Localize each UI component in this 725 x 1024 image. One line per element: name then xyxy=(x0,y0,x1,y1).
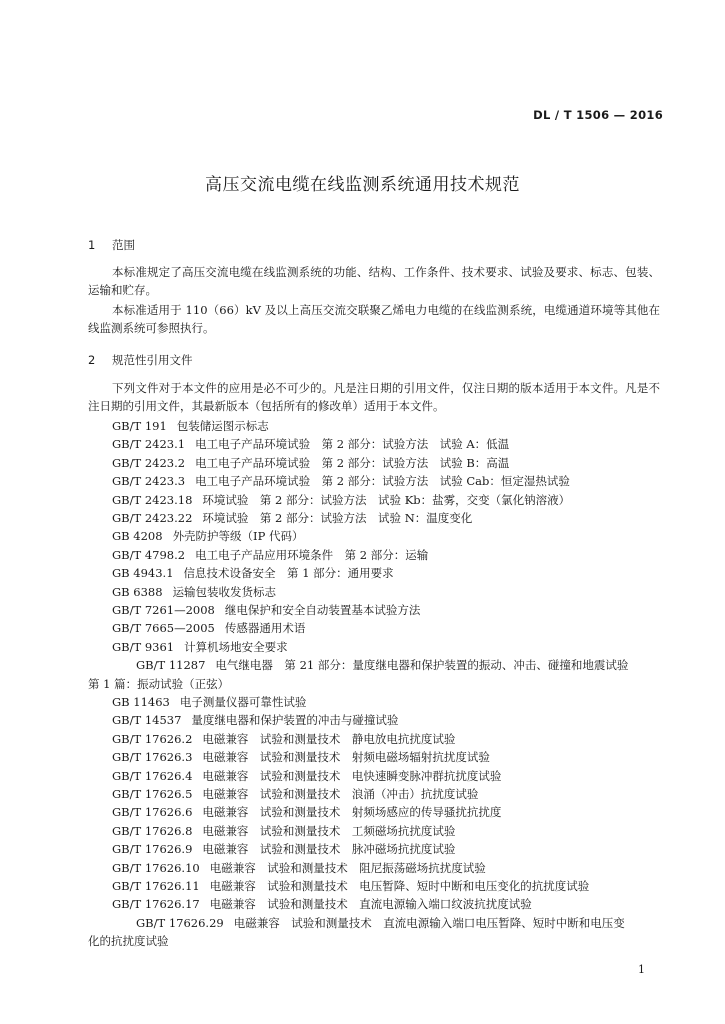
reference-title: 电磁兼容 试验和测量技术 脉冲磁场抗扰度试验 xyxy=(202,842,456,857)
reference-item xyxy=(112,546,428,564)
reference-code: GB/T 191 xyxy=(112,419,167,433)
reference-code: GB 6388 xyxy=(112,584,163,599)
reference-title: 电工电子产品环境试验 第 2 部分：试验方法 试验 A：低温 xyxy=(195,437,510,452)
reference-code: GB/T 17626.5 xyxy=(112,787,193,801)
reference-item xyxy=(112,711,398,729)
reference-code: GB/T 4798.2 xyxy=(112,547,186,562)
reference-item xyxy=(112,472,570,490)
section-1-heading xyxy=(88,237,135,253)
reference-item xyxy=(112,877,589,895)
reference-code: GB/T 2423.22 xyxy=(112,511,193,525)
reference-item xyxy=(112,527,304,545)
reference-item xyxy=(112,730,455,748)
reference-title: 信息技术设备安全 第 1 部分：通用要求 xyxy=(183,566,394,581)
reference-code: GB 11463 xyxy=(112,695,170,709)
reference-title: 环境试验 第 2 部分：试验方法 试验 N：温度变化 xyxy=(202,511,473,525)
reference-code: GB/T 14537 xyxy=(112,713,182,728)
reference-code: GB/T 2423.2 xyxy=(112,455,186,470)
reference-code: GB/T 7261—2008 xyxy=(112,603,215,617)
reference-title: 电磁兼容 试验和测量技术 射频电磁场辐射抗扰度试验 xyxy=(202,750,490,765)
reference-title: 外壳防护等级（IP 代码） xyxy=(172,529,304,544)
reference-item xyxy=(112,638,288,656)
reference-item xyxy=(112,491,570,509)
reference-code: GB 4208 xyxy=(112,529,163,544)
reference-title: 量度继电器和保护装置的冲击与碰撞试验 xyxy=(191,713,399,728)
section-title: 范围 xyxy=(112,238,135,252)
reference-item xyxy=(112,767,501,785)
reference-item xyxy=(112,895,532,913)
reference-item xyxy=(112,822,455,840)
reference-code: GB/T 11287 xyxy=(136,658,206,673)
reference-item xyxy=(88,914,636,951)
reference-item xyxy=(112,693,306,711)
reference-title: 继电保护和安全自动装置基本试验方法 xyxy=(224,603,421,617)
reference-code: GB/T 17626.29 xyxy=(136,915,224,930)
reference-code: GB 4943.1 xyxy=(112,566,174,581)
reference-title: 电磁兼容 试验和测量技术 浪涌（冲击）抗扰度试验 xyxy=(202,787,479,801)
reference-item xyxy=(112,454,509,472)
reference-title: 电磁兼容 试验和测量技术 电快速瞬变脉冲群抗扰度试验 xyxy=(202,768,502,783)
reference-code: GB/T 2423.18 xyxy=(112,492,193,507)
reference-title: 电磁兼容 试验和测量技术 射频场感应的传导骚扰抗扰度 xyxy=(202,805,502,820)
reference-code: GB/T 17626.3 xyxy=(112,750,193,765)
reference-title: 电磁兼容 试验和测量技术 静电放电抗扰度试验 xyxy=(202,731,456,746)
reference-title: 电工电子产品环境试验 第 2 部分：试验方法 试验 B：高温 xyxy=(195,455,510,470)
reference-item xyxy=(112,840,455,858)
reference-item xyxy=(112,564,394,582)
section-2-heading xyxy=(88,352,193,368)
reference-title: 传感器通用术语 xyxy=(224,621,306,636)
reference-item xyxy=(112,509,472,527)
reference-item xyxy=(112,583,276,601)
reference-item xyxy=(88,656,640,693)
reference-title: 环境试验 第 2 部分：试验方法 试验 Kb：盐雾，交变（氯化钠溶液） xyxy=(202,492,571,507)
reference-title: 电磁兼容 试验和测量技术 工频磁场抗扰度试验 xyxy=(202,823,456,838)
section-number: 1 xyxy=(88,238,96,252)
reference-title: 电工电子产品环境试验 第 2 部分：试验方法 试验 Cab：恒定湿热试验 xyxy=(195,474,570,489)
reference-code: GB/T 7665—2005 xyxy=(112,621,215,636)
reference-item xyxy=(112,417,269,435)
reference-code: GB/T 17626.8 xyxy=(112,823,193,838)
reference-code: GB/T 17626.6 xyxy=(112,805,193,820)
reference-title: 运输包装收发货标志 xyxy=(172,584,277,599)
reference-code: GB/T 2423.1 xyxy=(112,437,186,452)
reference-title: 电磁兼容 试验和测量技术 阻尼振荡磁场抗扰度试验 xyxy=(209,860,486,875)
reference-title: 计算机场地安全要求 xyxy=(184,639,288,654)
reference-code: GB/T 9361 xyxy=(112,639,175,654)
reference-item xyxy=(112,601,420,619)
section-number: 2 xyxy=(88,353,96,367)
reference-code: GB/T 17626.10 xyxy=(112,860,200,875)
reference-item xyxy=(112,859,486,877)
reference-title: 电磁兼容 试验和测量技术 直流电源输入端口纹波抗扰度试验 xyxy=(209,897,532,912)
reference-item xyxy=(112,435,509,453)
section-title: 规范性引用文件 xyxy=(112,353,193,367)
reference-code: GB/T 17626.2 xyxy=(112,731,193,746)
page-number: 1 xyxy=(638,963,645,976)
reference-code: GB/T 17626.9 xyxy=(112,842,193,857)
standard-code: DL / T 1506 — 2016 xyxy=(533,108,663,122)
reference-code: GB/T 17626.11 xyxy=(112,879,200,893)
reference-title: 包装储运图示标志 xyxy=(176,419,269,433)
reference-title: 电磁兼容 试验和测量技术 电压暂降、短时中断和电压变化的抗扰度试验 xyxy=(209,879,590,893)
reference-code: GB/T 17626.17 xyxy=(112,897,200,912)
reference-title: 电子测量仪器可靠性试验 xyxy=(179,695,307,709)
paragraph: 下列文件对于本文件的应用是必不可少的。凡是注日期的引用文件，仅注日期的版本适用于本文件。凡是不注日期的引用文件，其最新版本（包括所有的修改单）适用于本文件。 xyxy=(88,381,660,413)
paragraph: 本标准规定了高压交流电缆在线监测系统的功能、结构、工作条件、技术要求、试验及要求、标志、包装、运输和贮存。 xyxy=(88,265,660,297)
paragraph: 本标准适用于 110（66）kV 及以上高压交流交联聚乙烯电力电缆的在线监测系统，电缆通道环境等其他在线监测系统可参照执行。 xyxy=(88,303,660,335)
reference-item xyxy=(112,803,501,821)
reference-title: 电磁兼容 试验和测量技术 直流电源输入端口电压暂降、短时中断和电压变化的抗扰度试验 xyxy=(88,915,625,949)
reference-item xyxy=(112,619,305,637)
reference-title: 电气继电器 第 21 部分：量度继电器和保护装置的振动、冲击、碰撞和地震试验 第 1 篇：振动试验（正弦） xyxy=(88,658,640,691)
reference-item xyxy=(112,748,490,766)
document-title: 高压交流电缆在线监测系统通用技术规范 xyxy=(205,175,520,195)
reference-title: 电工电子产品应用环境条件 第 2 部分：运输 xyxy=(195,547,429,562)
reference-code: GB/T 2423.3 xyxy=(112,474,186,489)
reference-code: GB/T 17626.4 xyxy=(112,768,193,783)
reference-item xyxy=(112,785,478,803)
